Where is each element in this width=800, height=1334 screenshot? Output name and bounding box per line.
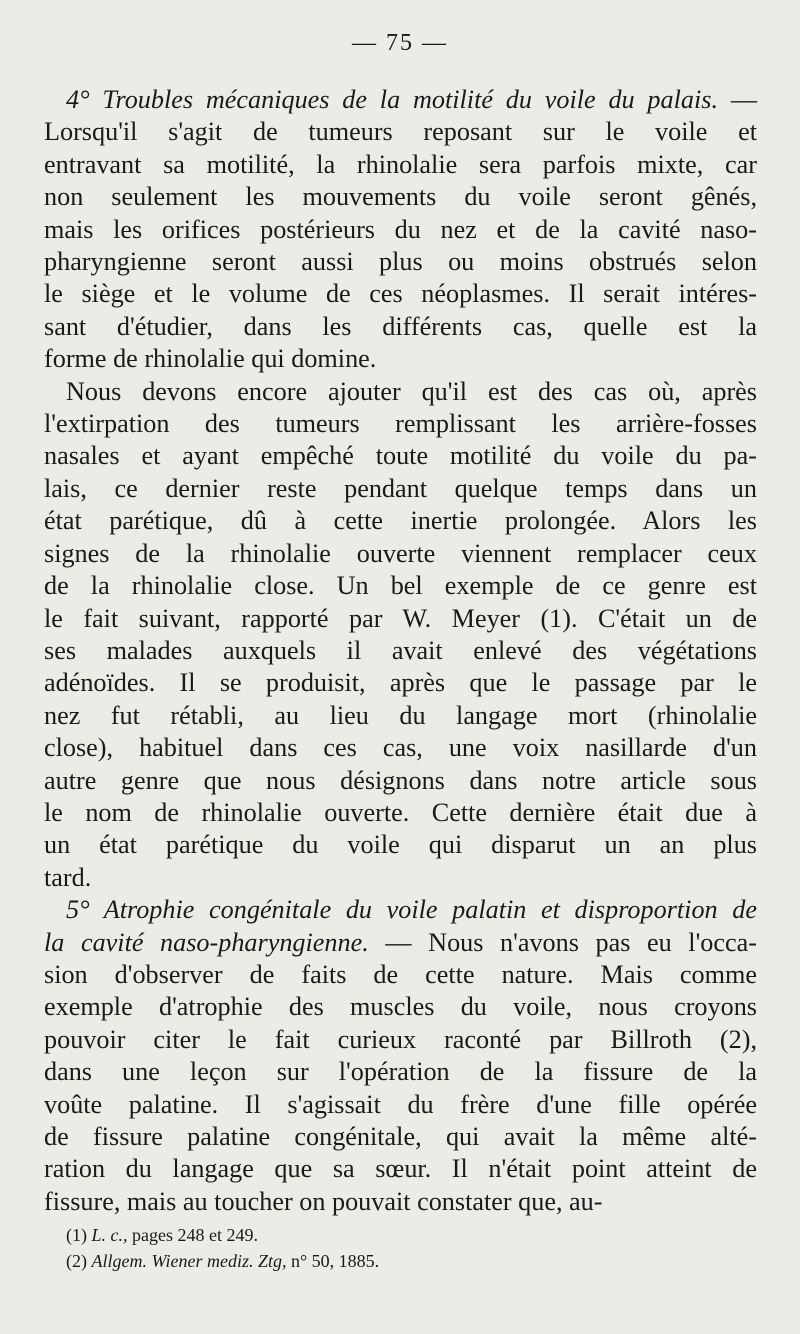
text-line: close), habituel dans ces cas, une voix nasillarde d'un [44,733,757,763]
text-line: voûte palatine. Il s'agissait du frère d'une fille opérée [44,1089,757,1119]
text-line: pharyngienne seront aussi plus ou moins obstrués selon [44,247,757,277]
text-line: un état parétique du voile qui disparut un an plus [44,830,757,860]
page-number: — 75 — [352,30,448,56]
footnote-2-number: (2) [66,1251,87,1271]
body-text [44,84,757,1218]
footnote-1-number: (1) [66,1225,87,1245]
text-line: nasales et ayant empêché toute motilité du voile du pa- [44,441,757,471]
text-line: signes de la rhinolalie ouverte viennent remplacer ceux [44,538,757,568]
paragraph-2 [44,376,757,895]
text-line: pouvoir citer le fait curieux raconté par Billroth (2), [44,1024,757,1054]
footnote-1 [66,1222,379,1248]
section-5-heading-line-2: la cavité naso-pharyngienne. [44,927,369,957]
text-line: tard. [44,862,92,892]
text-line: adénoïdes. Il se produisit, après que le passage par le [44,668,757,698]
text-line: fissure, mais au toucher on pouvait constater que, au- [44,1186,603,1216]
text-line: le fait suivant, rapporté par W. Meyer (1). C'était un de [44,603,757,633]
text-line [44,927,757,959]
section-4-heading: 4° Troubles mécaniques de la motilité du voile du palais. [66,85,719,114]
text-line: Lorsqu'il s'agit de tumeurs reposant sur le voile et [44,117,757,147]
text-line: nez fut rétabli, au lieu du langage mort (rhinolalie [44,700,757,730]
footnote-2 [66,1248,379,1274]
text-line: non seulement les mouvements du voile seront gênés, [44,182,757,212]
text-line: Nous devons encore ajouter qu'il est des cas où, après [66,376,757,406]
text-line: le siège et le volume de ces néoplasmes. Il serait intéres- [44,279,757,309]
text-line: forme de rhinolalie qui domine. [44,344,377,374]
text-line: autre genre que nous désignons dans notre article sous [44,765,757,795]
footnote-2-issue: n° 50, 1885. [286,1251,380,1271]
text-line: de la rhinolalie close. Un bel exemple de ce genre est [44,571,757,601]
section-5-intro: — Nous n'avons pas eu l'occa- [368,927,757,957]
text-line: état parétique, dû à cette inertie prolongée. Alors les [44,506,757,536]
footnote-1-pages: pages 248 et 249. [127,1225,258,1245]
text-line: le nom de rhinolalie ouverte. Cette dernière était due à [44,797,757,827]
heading-dash: — [718,85,757,114]
text-line: mais les orifices postérieurs du nez et de la cavité naso- [44,214,757,244]
footnote-1-citation: L. c., [91,1225,128,1245]
text-line: dans une leçon sur l'opération de la fissure de la [44,1057,757,1087]
text-line: entravant sa motilité, la rhinolalie sera parfois mixte, car [44,149,757,179]
text-line: exemple d'atrophie des muscles du voile, nous croyons [44,992,757,1022]
section-5-heading-line-1: 5° Atrophie congénitale du voile palatin et disproportion de [66,895,757,925]
text-line: sion d'observer de faits de cette nature. Mais comme [44,959,757,989]
text-line: sant d'étudier, dans les différents cas, quelle est la [44,311,757,341]
text-line: lais, ce dernier reste pendant quelque temps dans un [44,473,757,503]
text-line: ses malades auxquels il avait enlevé des végétations [44,635,757,665]
footnotes [66,1222,379,1274]
footnote-2-citation: Allgem. Wiener mediz. Ztg, [91,1251,287,1271]
text-line [44,84,757,116]
section-5-heading [44,894,757,926]
text-line: l'extirpation des tumeurs remplissant les arrière-fosses [44,409,757,439]
text-line: ration du langage que sa sœur. Il n'était point atteint de [44,1154,757,1184]
text-line: de fissure palatine congénitale, qui avait la même alté- [44,1122,757,1151]
section-5-paragraph [44,894,757,1218]
section-4-paragraph [44,84,757,376]
